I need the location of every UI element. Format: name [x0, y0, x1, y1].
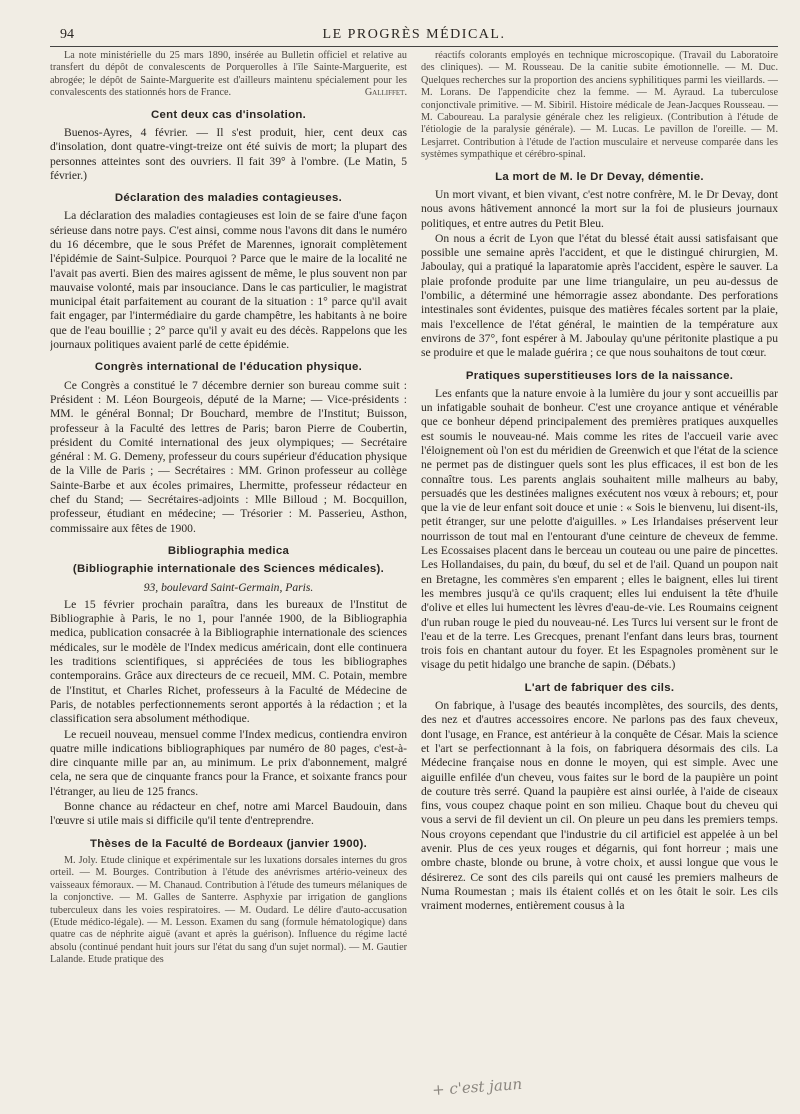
maladies-body: La déclaration des maladies contagieuses est loin de se faire d'une façon sérieuse dans notre pays. C'est ainsi, comme nous l'avons dit dans le numéro du 16 décembre, que le sous Préfet de Marennes, ignorait complètement l'épidémie de Saint-Sulpice. Pourquoi ? Parce que le maire de la localité ne l'avait pas averti. Bien des maires agissent de même, le plus souvent non par mauvaise volonté, mais par insouciance. Dans le cas particulier, le magistrat municipal était parfaitement au courant de la situation : 1° parce qu'il avait fait engager, par l'intermédiaire du garde champêtre, les habitants à ne boire que de l'eau bouillie ; 2° parce qu'il y avait eu des décès. Rappelons que les journaux politiques avaient parlé de cette épidémie. [50, 209, 407, 352]
bibliographia-paragraph-2: Le recueil nouveau, mensuel comme l'Index medicus, contiendra environ quatre mille indications bibliographiques par numéro de 80 pages, c'est-à-dire cinquante mille par an, au minimum. Le prix d'abonnement, malgré cela, ne sera que de cinquante francs pour la France, et soixante francs pour l'étranger, au lieu de 125 francs. [50, 727, 407, 798]
heading-mort-devay: La mort de M. le Dr Devay, démentie. [495, 170, 704, 183]
bibliographia-paragraph-1: Le 15 février prochain paraîtra, dans les bureaux de l'Institut de Bibliographie à Paris, le no 1, pour l'année 1900, de la Bibliographia medica, publication consacrée à la Bibliographie internationale des sciences médicales, sur le modèle de l'Index medicus américain, dont elle continuera les traditions scientifiques, si appréciées de tous les bibliographes contemporains. Grâce aux directeurs de ce recueil, MM. C. Potain, membre de l'Institut, et Charles Richet, professeurs à la Faculté de Médecine de Paris, de notables perfectionnements seront apportés à la rédaction ; et la classification sera absolument méthodique. [50, 597, 407, 726]
cils-body: On fabrique, à l'usage des beautés incomplètes, des sourcils, des dents, des nez et d'autres accessoires encore. Ne parlons pas des faux cheveux, dont l'usage, en France, est antérieur à la conquête de César. Mais la science et l'art se perfectionnant à la fois, on fabriquera désormais des cils. La Médecine française nous en donne le moyen, qui est simple. Avec une aiguille enfilée d'un cheveu, vous faites sur le bord de la paupière un point de couture très serré. Quand la paupière est ainsi ourlée, à l'aide de ciseaux fins, vous coupez chaque point en son milieu. Chaque bout du cheveu qui vous a servi de fil devient un cil. On pleure un peu dans les premiers temps. Nous croyons cependant que l'industrie du cil artificiel est appelée à un bel avenir. Plus de ces yeux rouges et dégarnis, qui font horreur ; mais une ombre chaste, blonde ou brune, à votre choix, et aussi longue que vous le désirerez. Ce sont des cils pareils qui ont causé les premiers malheurs de Numa Roumestan ; mais ils étaient collés et on les ôtait le soir. Les cils vraiment modernes, entièrement cousus à la [421, 699, 778, 913]
heading-bibliographia: Bibliographia medica [167, 544, 290, 557]
ministerial-note: La note ministérielle du 25 mars 1890, insérée au Bulletin officiel et relative au transfert du dépôt de convalescents de Porquerolles à l'île Sainte-Marguerite, est abrogée; le dépôt de Sainte-Marguerite est d'ailleurs maintenu spécialement pour les convalescents des stationnés hors de France. Galliffet. [50, 50, 407, 99]
heading-theses-bordeaux: Thèses de la Faculté de Bordeaux (janvier 1900). [89, 837, 368, 850]
insolation-source: (Le Matin, 5 février.) [50, 154, 407, 182]
running-head [50, 24, 778, 47]
journal-title: LE PROGRÈS MÉDICAL. [322, 27, 506, 42]
right-column [421, 50, 778, 1098]
heading-art-cils: L'art de fabriquer des cils. [524, 681, 675, 694]
subheading-bibliographia: (Bibliographie internationale des Sciences médicales). [72, 563, 385, 576]
theses-continuation: réactifs colorants employés en technique microscopique. (Travail du Laboratoire des cliniques). — M. Rousseau. De la canitie subite émotionnelle. — M. Duc. Quelques recherches sur la proportion des anciens syphilitiques parmi les vieillards. — M. Lorans. De l'appendicite chez la femme. — M. Ayraud. La tuberculose conjonctivale primitive. — M. Sibiril. Histoire médicale de Jean-Jacques Rousseau. — M. Caboureau. La paralysie générale chez les religieux. (Contribution à l'étude de l'étiologie de la paralysie générale). — M. Lucas. Le pavillon de l'oreille. — M. Lesjarret. Contribution à l'étude de l'action musculaire et nerveuse comparée dans les systèmes sympathique et cérébro-spinal. [421, 50, 778, 161]
insolation-body: Buenos-Ayres, 4 février. — Il s'est produit, hier, cent deux cas d'insolation, dont quatre-vingt-treize ont été suivis de mort; la plupart des personnes atteintes sont des ouvriers. Il fait 39° à l'ombre. (Le Matin, 5 février.) [50, 125, 407, 182]
pratiques-body: Les enfants que la nature envoie à la lumière du jour y sont accueillis par un infatigable souhait de bonheur. C'est une croyance antique et vénérable que ce bonheur dépend principalement des premières pratiques auxquelles est soumis le nouveau-né. Mais comme les rites de l'accueil varie avec l'éloignement où l'on est du méridien de Greenwich et que l'état de la science ne permet pas de distinguer quels sont les plus efficaces, il est bon de les connaître tous. Les parents anglais souhaitent mille malheurs au baby, persuadés que les destinées malignes exécutent nos vœux à rebours; et, pour que la vie de leur enfant soit douce et unie : « Sois le bienvenu, lui disent-ils, petit étranger, sur une pelotte d'aiguilles. » Les Irlandaises préservent leur nourrisson de tout mal en l'entourant d'une ceinture de cheveux de femme. Les Ecossaises placent dans le berceau un couteau ou une paire de pincettes. Les Hollandaises, du pain, du bœuf, du sel et de l'ail. Quand un poupon nait en Bretagne, les commères s'en emparent ; elles le baignent, elles lui tirent les membres jusqu'à ce qu'ils craquent; elles lui enduisent la tête d'huile d'olive et elles lui humectent les lèvres d'eau-de-vie. Les Roumains ceignent d'un ruban rouge le pied du nouveau-né. Les Turcs lui versent sur le front de l'eau et de la terre. Les Grecques, prenant l'enfant dans leurs bras, tournent trois fois en chantant autour du foyer. Et les Espagnoles promènent sur le visage du petit hidalgo une branche de sapin. (Débats.) [421, 386, 778, 672]
bibliographia-paragraph-3: Bonne chance au rédacteur en chef, notre ami Marcel Baudouin, dans l'œuvre si utile mais si difficile qu'il tente d'entreprendre. [50, 799, 407, 828]
heading-pratiques-superstitieuses: Pratiques superstitieuses lors de la naissance. [465, 369, 734, 382]
heading-congres-education: Congrès international de l'éducation physique. [94, 361, 363, 374]
handwritten-note: + c'est jaun [431, 1074, 523, 1100]
page-number: 94 [60, 27, 74, 42]
left-column [50, 50, 407, 1098]
heading-maladies-contagieuses: Déclaration des maladies contagieuses. [114, 192, 343, 205]
heading-insolation: Cent deux cas d'insolation. [150, 108, 307, 121]
bibliographia-address: 93, boulevard Saint-Germain, Paris. [143, 580, 314, 594]
signature-galliffet: Galliffet. [364, 87, 407, 99]
page [50, 24, 778, 1098]
article-columns [50, 50, 778, 1098]
theses-body: M. Joly. Etude clinique et expérimentale sur les luxations dorsales internes du gros orteil. — M. Bourges. Contribution à l'étude des anévrismes artério-veineux des vaisseaux fémoraux. — M. Chanaud. Contribution à l'étude des tumeurs mélaniques de la conjonctive. — M. Galles de Santerre. Asphyxie par irrigation de ganglions tuberculeux dans les voies respiratoires. — M. Oudard. Le délire d'auto-accusation (Etude médico-légale). — M. Lesson. Examen du sang (formule hématologique) dans quatre cas de néphrite aiguë (avant et après la guérison). Influence du régime lacté absolu (continué pendant huit jours sur l'état du sang d'un sujet normal). — M. Gautier Lalande. Etude pratique des [50, 854, 407, 966]
pratiques-source: (Débats.) [632, 658, 676, 672]
devay-paragraph-1: Un mort vivant, et bien vivant, c'est notre confrère, M. le Dr Devay, dont nous avons hâtivement annoncé la mort sur la foi de plusieurs journaux politiques, et entre autres du Petit Bleu. [421, 187, 778, 230]
devay-paragraph-2: On nous a écrit de Lyon que l'état du blessé était aussi satisfaisant que possible une semaine après l'accident, et que le distingué chirurgien, M. Jaboulay, qui a pratiqué la laparatomie après l'accident, espère le sauver. La plaie profonde produite par une lime triangulaire, un peu au-dessus de l'ombilic, a déterminé une hémorragie assez abondante. Des perforations intestinales sont évidentes, puisque des matières fécales sortent par la plaie, mais l'excellence de l'état général, le maintien de la température aux environs de 37°, font espérer à M. Jaboulay qu'une péritonite plastique a pu se produire et que le malade guérira ; ce que nous souhaitons de tout cœur. [421, 231, 778, 360]
congres-body: Ce Congrès a constitué le 7 décembre dernier son bureau comme suit : Président : M. Léon Bourgeois, député de la Marne; — Vice-présidents : MM. le général Bonnal; Dr Bouchard, membre de l'Institut; Buisson, professeur à la Faculté des lettres de Paris; baron Pierre de Coubertin, président du Comité international des jeux olympiques; — Secrétaire général : M. G. Demeny, professeur du cours supérieur d'éducation physique de la Ville de Paris ; — Secrétaires : MM. Grinon professeur au collège Sainte-Barbe et aux écoles primaires, Lhermitte, professeur rédacteur en chef du Stand; — Secrétaires-adjoints : Mlle Billoud ; M. Bocquillon, professeur, étudiant en médecine; — Trésorier : M. Passerieu, Asthon, commissaire aux fêtes de 1900. [50, 378, 407, 535]
